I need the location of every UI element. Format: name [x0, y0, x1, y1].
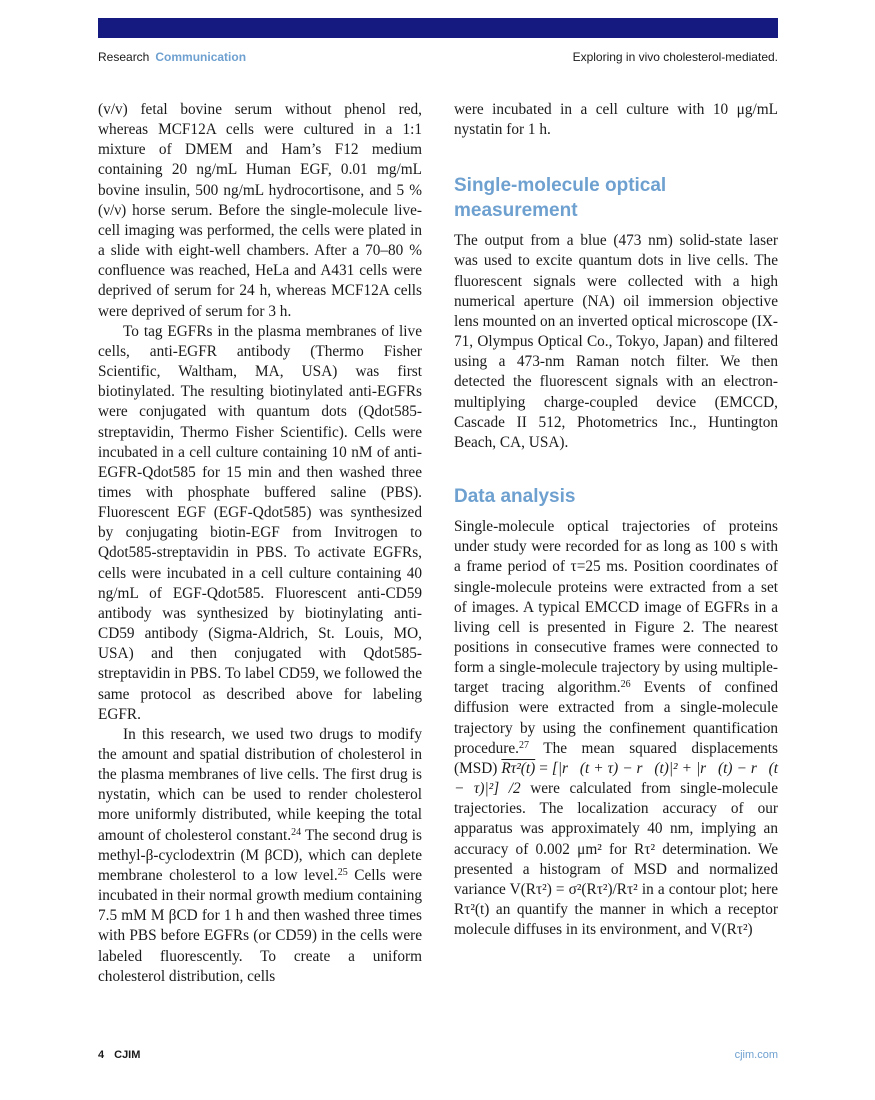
- journal-site-link[interactable]: cjim.com: [734, 1049, 778, 1061]
- paragraph: The output from a blue (473 nm) solid-state laser was used to excite quantum dots in live cells. The fluorescent signals were collected with a high numerical aperture (NA) oil immersion objective lens mounted on an inverted optical microscope (IX-71, Olympus Optical Co., Tokyo, Japan) and filtered using a 473-nm Raman notch filter. We then detected the fluorescent signals with an electron-multiplying charge-coupled device (EMCCD, Cascade II 512, Photometrics Inc., Huntington Beach, CA, USA).: [454, 232, 778, 451]
- citation: 25: [337, 866, 348, 878]
- paragraph: To tag EGFRs in the plasma membranes of live cells, anti-EGFR antibody (Thermo Fisher Scientific, Waltham, MA, USA) was first biotinylated. The resulting biotinylated anti-EGFRs were conjugated with quantum dots (Qdot585-streptavidin, Thermo Fisher Scientific). Cells were incubated in a cell culture containing 10 nM of anti-EGFR-Qdot585 for 15 min and then washed three times with phosphate buffered saline (PBS). Fluorescent EGF (EGF-Qdot585) was synthesized by conjugating biotin-EGF from Invitrogen to Qdot585-streptavidin in PBS. To activate EGFRs, cells were incubated in a cell culture containing 40 ng/mL of EGF-Qdot585. Fluorescent anti-CD59 antibody was synthesized by biotinylating anti-CD59 antibody (Sigma-Aldrich, St. Louis, MO, USA) and then conjugated with Qdot585-streptavidin in PBS. To label CD59, we followed the same protocol as described above for labeling EGFR.: [98, 322, 422, 723]
- top-color-bar: [98, 18, 778, 38]
- paragraph: Single-molecule optical trajectories of proteins under study were recorded for as long as 100 s with a frame period of τ=25 ms. Position coordinates of single-molecule proteins were extracted from a set of images. A typical EMCCD image of EGFRs in a living cell is presented in Figure 2. The nearest positions in consecutive frames were connected to form a single-molecule trajectory by using multiple-target tracing algorithm.$^{26}$ Events of confined diffusion were extracted from a single-molecule trajectory by using the confinement quantification procedure.$^{27}$ The mean squared displacements (MSD) Rτ²(t) = [|r⃗(t + τ) − r⃗(t)|² + |r⃗(t) − r⃗(t − τ)|²] /2 were calculated from single-molecule trajectories. The localization accuracy of our apparatus was approximately 40 nm, implying an accuracy of 0.002 μm² for Rτ² determination. We presented a histogram of MSD and normalized variance V(Rτ²) = σ²(Rτ²)/Rτ² in a contour plot; here Rτ²(t) an quantify the manner in which a receptor molecule diffuses in its environment, and V(Rτ²): [454, 518, 779, 939]
- paragraph: (v/v) fetal bovine serum without phenol red, whereas MCF12A cells were cultured in a 1:1 mixture of DMEM and Ham’s F12 medium containing 20 ng/mL Human EGF, 0.01 mg/mL bovine insulin, 500 ng/mL hydrocortisone, and 5 %(ν/ν) horse serum. Before the single-molecule live-cell imaging was performed, the cells were plated in a slide with eight-well chambers. After a 70–80 % confluence was reached, HeLa and A431 cells were deprived of serum for 24 h, whereas MCF12A cells were deprived of serum for 3 h.: [98, 101, 422, 320]
- section-label: Research: [98, 50, 150, 64]
- right-column: [454, 100, 778, 940]
- citation: 27: [518, 739, 529, 751]
- footer-left: [98, 1049, 140, 1061]
- category-label: Communication: [155, 50, 247, 64]
- journal-name: CJIM: [114, 1049, 141, 1061]
- section-heading: Data analysis: [454, 486, 576, 508]
- running-header-left: [98, 50, 246, 64]
- msd-formula: [|r⃗(t + τ) − r⃗(t)|² + |r⃗(t) − r⃗(t − τ)|²] /2: [454, 759, 779, 798]
- citation: 24: [291, 826, 302, 838]
- paragraph: were incubated in a cell culture with 10 μg/mL nystatin for 1 h.: [454, 101, 778, 139]
- running-title: Exploring in vivo cholesterol-mediated.: [572, 50, 778, 64]
- msd-symbol: Rτ²(t): [501, 759, 536, 777]
- left-column: [98, 100, 422, 987]
- section-heading: Single-molecule optical measurement: [454, 175, 667, 222]
- paragraph: In this research, we used two drugs to modify the amount and spatial distribution of cholesterol in the plasma membranes of live cells. The first drug is nystatin, which can be used to render cholesterol more uniformly distributed, while keeping the total amount of cholesterol constant.$^{24}$ The second drug is methyl-β-cyclodextrin (M βCD), which can deplete membrane cholesterol to a low level.$^{25}$ Cells were incubated in their normal growth medium containing 7.5 mM M βCD for 1 h and then washed three times with PBS before EGFRs (or CD59) in the cells were labeled fluorescently. To create a uniform cholesterol distribution, cells: [98, 725, 422, 985]
- page-number: 4: [98, 1049, 105, 1061]
- citation: 26: [620, 679, 631, 691]
